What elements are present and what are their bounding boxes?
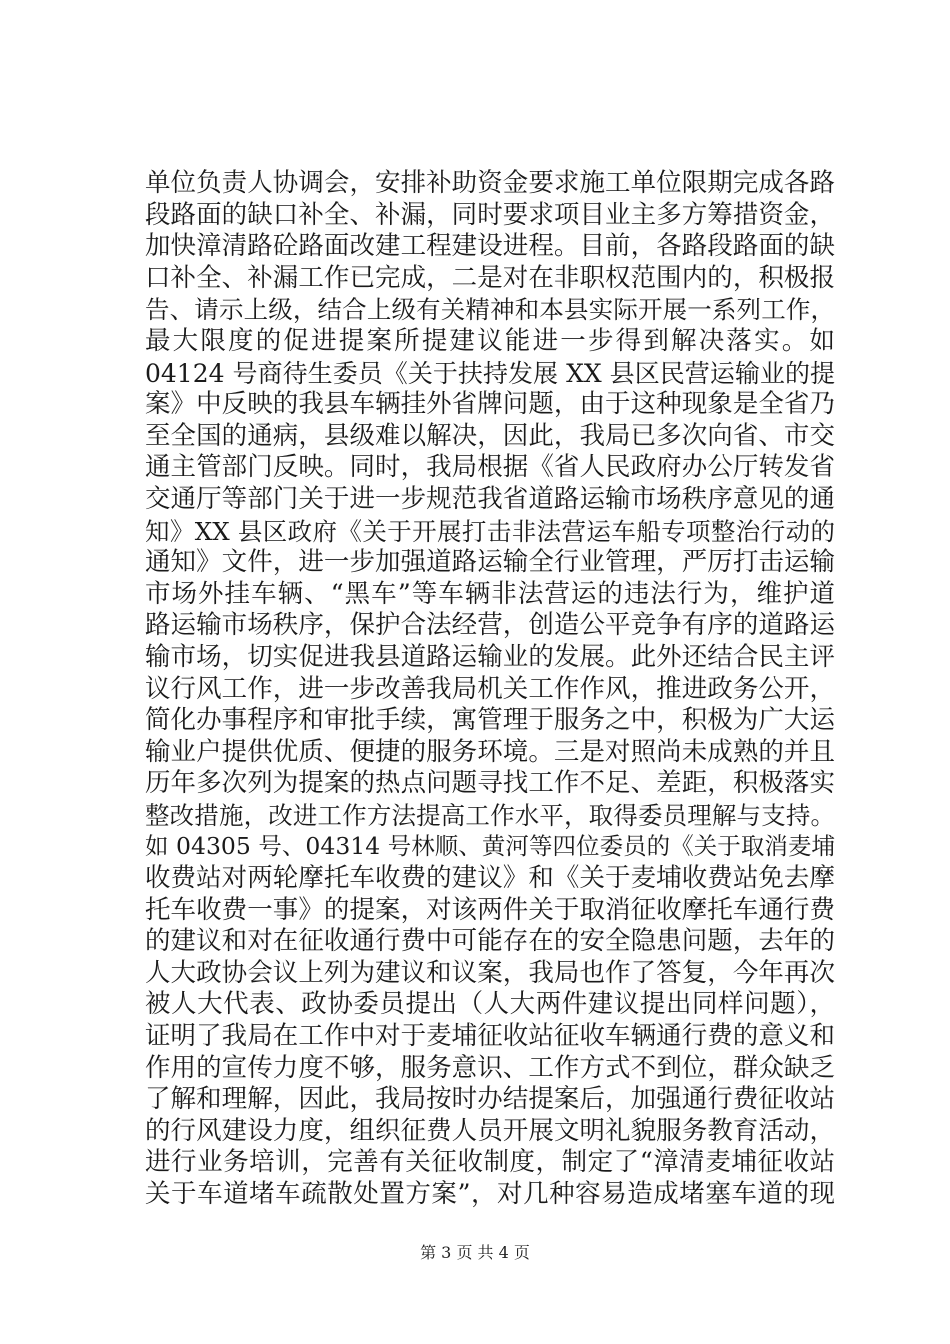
text-line: 被人大代表、政协委员提出（人大两件建议提出同样问题）， bbox=[145, 989, 835, 1020]
text-line: 交通厅等部门关于进一步规范我省道路运输市场秩序意见的通 bbox=[145, 483, 835, 514]
text-line: 简化办事程序和审批手续，寓管理于服务之中，积极为广大运 bbox=[145, 705, 835, 736]
text-line: 单位负责人协调会，安排补助资金要求施工单位限期完成各路 bbox=[145, 168, 835, 198]
text-line: 段路面的缺口补全、补漏，同时要求项目业主多方筹措资金， bbox=[145, 199, 835, 230]
text-line: 如 04305 号、04314 号林顺、黄河等四位委员的《关于取消麦埔 bbox=[145, 832, 835, 861]
text-line: 输业户提供优质、便捷的服务环境。三是对照尚未成熟的并且 bbox=[145, 736, 835, 767]
text-line: 知》XX 县区政府《关于开展打击非法营运车船专项整治行动的 bbox=[145, 516, 835, 546]
text-line: 口补全、补漏工作已完成，二是对在非职权范围内的，积极报 bbox=[145, 262, 835, 293]
text-line: 的行风建设力度，组织征费人员开展文明礼貌服务教育活动， bbox=[145, 1115, 835, 1146]
text-line: 输市场，切实促进我县道路运输业的发展。此外还结合民主评 bbox=[145, 641, 835, 672]
text-line: 人大政协会议上列为建议和议案，我局也作了答复，今年再次 bbox=[145, 957, 835, 988]
text-line: 进行业务培训，完善有关征收制度，制定了“漳清麦埔征收站 bbox=[145, 1147, 835, 1178]
text-line: 市场外挂车辆、“黑车”等车辆非法营运的违法行为，维护道 bbox=[145, 578, 835, 609]
page-footer: 第 3 页 共 4 页 bbox=[420, 1243, 530, 1262]
text-line: 通知》文件，进一步加强道路运输全行业管理，严厉打击运输 bbox=[145, 547, 835, 578]
text-line: 通主管部门反映。同时，我局根据《省人民政府办公厅转发省 bbox=[145, 452, 835, 483]
text-line: 历年多次列为提案的热点问题寻找工作不足、差距，积极落实 bbox=[145, 768, 835, 799]
text-line: 案》中反映的我县车辆挂外省牌问题，由于这种现象是全省乃 bbox=[145, 389, 835, 420]
text-line: 整改措施，改进工作方法提高工作水平，取得委员理解与支持。 bbox=[145, 800, 835, 830]
text-line: 加快漳清路砼路面改建工程建设进程。目前，各路段路面的缺 bbox=[145, 231, 835, 262]
text-line: 作用的宣传力度不够，服务意识、工作方式不到位，群众缺乏 bbox=[145, 1052, 835, 1083]
text-line: 议行风工作，进一步改善我局机关工作作风，推进政务公开， bbox=[145, 673, 835, 704]
text-line: 告、请示上级，结合上级有关精神和本县实际开展一系列工作， bbox=[145, 295, 835, 325]
text-line: 最大限度的促进提案所提建议能进一步得到解决落实。如 bbox=[145, 325, 835, 356]
text-line: 04124 号商待生委员《关于扶持发展 XX 县区民营运输业的提 bbox=[145, 358, 835, 388]
text-line: 托车收费一事》的提案，对该两件关于取消征收摩托车通行费 bbox=[145, 894, 835, 925]
text-line: 了解和理解，因此，我局按时办结提案后，加强通行费征收站 bbox=[145, 1084, 835, 1115]
body-paragraph bbox=[145, 168, 835, 1211]
text-line: 收费站对两轮摩托车收费的建议》和《关于麦埔收费站免去摩 bbox=[145, 863, 835, 894]
text-line: 至全国的通病，县级难以解决，因此，我局已多次向省、市交 bbox=[145, 420, 835, 451]
text-line: 的建议和对在征收通行费中可能存在的安全隐患问题，去年的 bbox=[145, 926, 835, 957]
text-line: 关于车道堵车疏散处置方案”，对几种容易造成堵塞车道的现 bbox=[145, 1179, 835, 1209]
text-line: 路运输市场秩序，保护合法经营，创造公平竞争有序的道路运 bbox=[145, 610, 835, 641]
text-line: 证明了我局在工作中对于麦埔征收站征收车辆通行费的意义和 bbox=[145, 1021, 835, 1052]
